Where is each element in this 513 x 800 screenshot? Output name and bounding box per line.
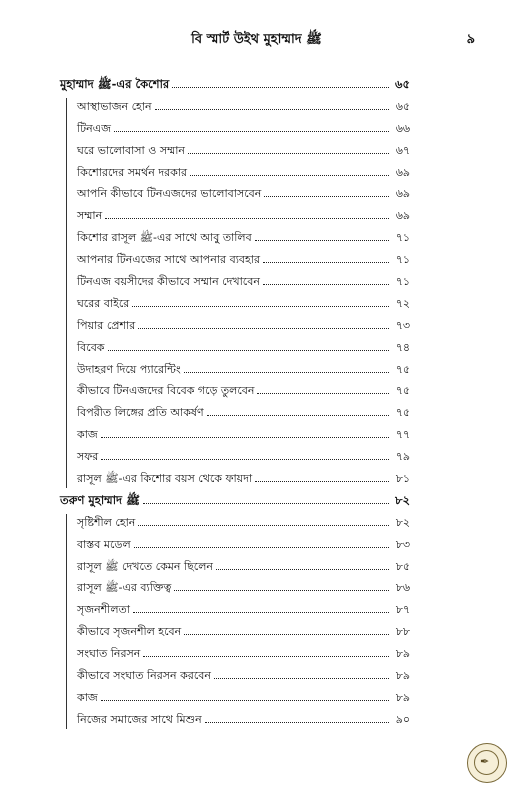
dot-leader xyxy=(216,569,389,570)
dot-leader xyxy=(143,656,389,657)
toc-entry xyxy=(60,623,410,645)
toc-entry xyxy=(60,601,410,623)
entry-page: ৯০ xyxy=(395,712,410,726)
publisher-logo-icon xyxy=(467,743,507,783)
entry-page: ৬৬ xyxy=(395,121,410,135)
toc-entry xyxy=(60,404,410,426)
entry-page: ৬৯ xyxy=(395,209,410,223)
section-bracket-line xyxy=(66,514,67,729)
toc-entry xyxy=(60,645,410,667)
entry-title: উদাহরণ দিয়ে প্যারেন্টিং xyxy=(77,362,181,376)
dot-leader xyxy=(138,525,389,526)
section-title: মুহাম্মাদ ﷺ-এর কৈশোর xyxy=(60,77,170,91)
toc-entry xyxy=(60,273,410,295)
toc-entry xyxy=(60,382,410,404)
toc-entry xyxy=(60,251,410,273)
page-header xyxy=(0,30,513,52)
entry-page: ৭১ xyxy=(395,275,410,289)
toc-section-heading xyxy=(60,76,410,98)
entry-title: কাজ xyxy=(77,428,98,442)
dot-leader xyxy=(143,503,389,504)
dot-leader xyxy=(184,634,389,635)
entry-title: সম্মান xyxy=(77,209,103,223)
logo-mark: ✒ xyxy=(480,755,490,768)
toc-entry xyxy=(60,317,410,339)
entry-title: টিনএজ বয়সীদের কীভাবে সম্মান দেখাবেন xyxy=(77,275,260,289)
entry-title: কাজ xyxy=(77,690,98,704)
entry-page: ৭১ xyxy=(395,253,410,267)
toc-section-heading xyxy=(60,492,410,514)
entry-page: ৮৯ xyxy=(395,647,410,661)
entry-title: কীভাবে সৃজনশীল হবেন xyxy=(77,625,182,639)
entry-title: কিশোরদের সমর্থন দরকার xyxy=(77,165,188,179)
entry-page: ৭৫ xyxy=(395,384,410,398)
toc-section-items xyxy=(60,98,410,492)
dot-leader xyxy=(207,415,389,416)
entry-title: সৃজনশীলতা xyxy=(77,603,130,617)
entry-title: কিশোর রাসূল ﷺ-এর সাথে আবু তালিব xyxy=(77,231,252,245)
toc-entry xyxy=(60,98,410,120)
dot-leader xyxy=(172,87,389,88)
dot-leader xyxy=(132,306,389,307)
entry-page: ৮৭ xyxy=(395,603,410,617)
dot-leader xyxy=(155,109,389,110)
dot-leader xyxy=(138,328,389,329)
toc-section-items xyxy=(60,514,410,733)
entry-title: আস্থাভাজন হোন xyxy=(77,99,152,113)
toc-entry xyxy=(60,558,410,580)
toc-entry xyxy=(60,448,410,470)
entry-title: কীভাবে সংঘাত নিরসন করবেন xyxy=(77,669,211,683)
section-page: ৮২ xyxy=(395,492,410,507)
entry-title: পিয়ার প্রেশার xyxy=(77,318,136,332)
entry-title: বিবেক xyxy=(77,340,105,354)
entry-title: নিজের সমাজের সাথে মিশুন xyxy=(77,712,202,726)
toc-entry xyxy=(60,470,410,492)
toc-entry xyxy=(60,164,410,186)
entry-title: রাসূল ﷺ-এর ব্যক্তিত্ব xyxy=(77,581,172,595)
entry-title: রাসূল ﷺ-এর কিশোর বয়স থেকে ফায়দা xyxy=(77,472,253,486)
toc-entry xyxy=(60,185,410,207)
toc-entry xyxy=(60,579,410,601)
entry-page: ৭৩ xyxy=(395,318,410,332)
dot-leader xyxy=(257,393,389,394)
toc-entry xyxy=(60,536,410,558)
entry-page: ৭২ xyxy=(395,296,410,310)
dot-leader xyxy=(188,153,389,154)
entry-title: সৃষ্টিশীল হোন xyxy=(77,515,136,529)
entry-page: ৭৪ xyxy=(395,340,410,354)
toc-entry xyxy=(60,339,410,361)
entry-page: ৬৯ xyxy=(395,165,410,179)
dot-leader xyxy=(263,284,389,285)
dot-leader xyxy=(190,175,389,176)
dot-leader xyxy=(101,700,389,701)
entry-title: আপনার টিনএজের সাথে আপনার ব্যবহার xyxy=(77,253,261,267)
entry-page: ৭৫ xyxy=(395,362,410,376)
dot-leader xyxy=(255,240,389,241)
toc-entry xyxy=(60,689,410,711)
toc-entry xyxy=(60,295,410,317)
section-page: ৬৫ xyxy=(395,77,410,91)
entry-title: সংঘাত নিরসন xyxy=(77,647,141,661)
entry-page: ৮৫ xyxy=(395,559,410,573)
entry-page: ৭১ xyxy=(395,231,410,245)
dot-leader xyxy=(214,678,389,679)
entry-page: ৮৬ xyxy=(395,581,410,595)
dot-leader xyxy=(133,612,389,613)
dot-leader xyxy=(105,218,389,219)
entry-page: ৮২ xyxy=(395,515,410,529)
dot-leader xyxy=(263,262,389,263)
entry-page: ৮৩ xyxy=(395,537,410,551)
dot-leader xyxy=(184,372,389,373)
entry-title: বিপরীত লিঙ্গের প্রতি আকর্ষণ xyxy=(77,406,204,420)
section-title: তরুণ মুহাম্মাদ ﷺ xyxy=(60,492,140,507)
dot-leader xyxy=(101,437,389,438)
toc-entry xyxy=(60,426,410,448)
toc-entry xyxy=(60,514,410,536)
toc-entry xyxy=(60,711,410,733)
entry-page: ৮১ xyxy=(395,472,410,486)
entry-page: ৭৯ xyxy=(395,450,410,464)
toc-entry xyxy=(60,229,410,251)
toc-entry xyxy=(60,361,410,383)
entry-title: ঘরে ভালোবাসা ও সম্মান xyxy=(77,143,186,157)
entry-page: ৬৫ xyxy=(395,99,410,113)
table-of-contents xyxy=(60,76,410,733)
entry-page: ৮৯ xyxy=(395,669,410,683)
dot-leader xyxy=(101,459,389,460)
entry-title: টিনএজ xyxy=(77,121,111,135)
dot-leader xyxy=(255,481,389,482)
entry-title: সফর xyxy=(77,450,99,464)
entry-title: রাসূল ﷺ দেখতে কেমন ছিলেন xyxy=(77,559,213,573)
entry-page: ৬৯ xyxy=(395,187,410,201)
entry-title: কীভাবে টিনএজদের বিবেক গড়ে তুলবেন xyxy=(77,384,255,398)
toc-entry xyxy=(60,142,410,164)
section-bracket-line xyxy=(66,98,67,488)
toc-entry xyxy=(60,120,410,142)
entry-title: ঘরের বাইরে xyxy=(77,296,130,310)
toc-entry xyxy=(60,667,410,689)
entry-page: ৮৯ xyxy=(395,690,410,704)
page-number: ৯ xyxy=(466,32,475,47)
entry-title: আপনি কীভাবে টিনএজদের ভালোবাসবেন xyxy=(77,187,262,201)
dot-leader xyxy=(205,722,389,723)
dot-leader xyxy=(174,590,389,591)
dot-leader xyxy=(114,131,389,132)
running-title: বি স্মার্ট উইথ মুহাম্মাদ ﷺ xyxy=(191,32,322,47)
entry-page: ৮৮ xyxy=(395,625,410,639)
entry-title: বাস্তব মডেল xyxy=(77,537,131,551)
entry-page: ৭৭ xyxy=(395,428,410,442)
entry-page: ৭৫ xyxy=(395,406,410,420)
dot-leader xyxy=(108,350,389,351)
dot-leader xyxy=(134,547,389,548)
entry-page: ৬৭ xyxy=(395,143,410,157)
dot-leader xyxy=(264,196,389,197)
toc-entry xyxy=(60,207,410,229)
